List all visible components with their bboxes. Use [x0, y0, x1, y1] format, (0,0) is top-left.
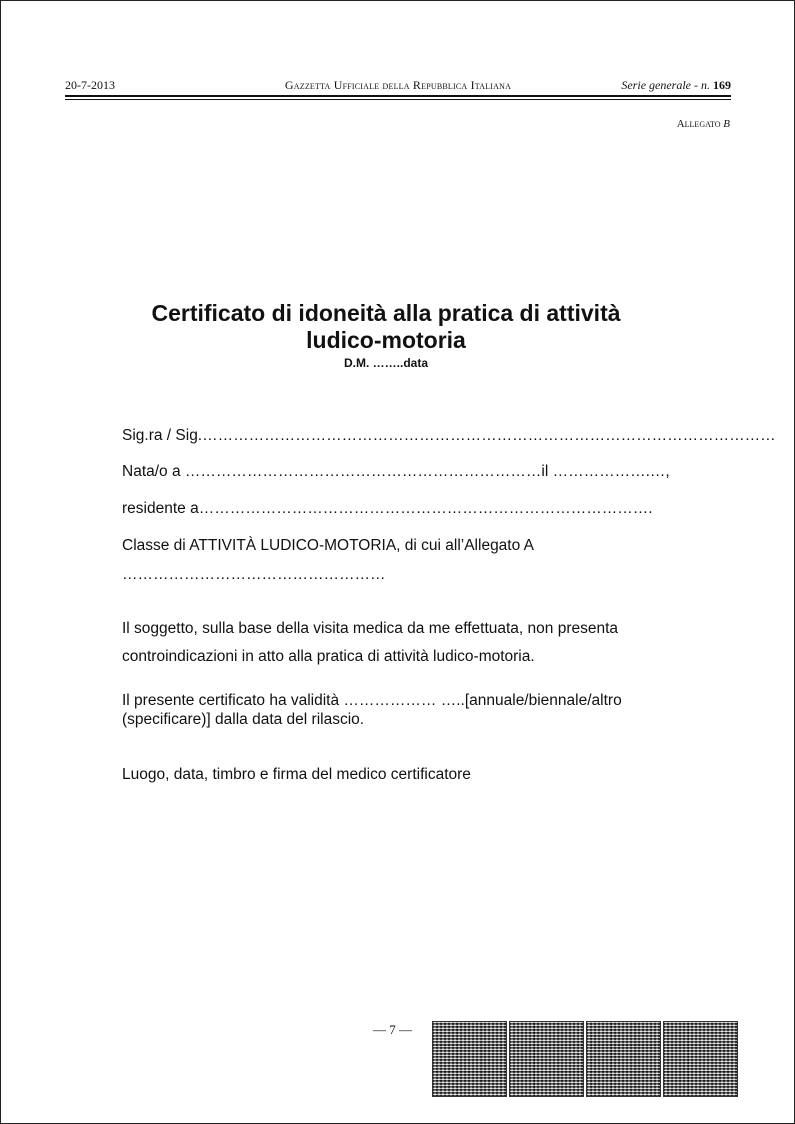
- birth-field-line: Nata/o a ……………………………………………………………il ……………….…,: [122, 463, 670, 480]
- residence-field-line: residente a…………………………………………………………………………….: [122, 500, 653, 517]
- validity-line-1: Il presente certificato ha validità ……………… …..[annuale/biennale/altro: [122, 692, 622, 709]
- activity-class-blank: ……………………………………………: [122, 566, 386, 583]
- page-number: — 7 —: [373, 1022, 412, 1037]
- annex-letter: B: [723, 118, 730, 130]
- issue-date: 20-7-2013: [65, 78, 115, 92]
- datamatrix-code-3: [586, 1021, 661, 1097]
- name-field-line: Sig.ra / Sig.…………………………………………………………………………………………………: [122, 427, 776, 444]
- datamatrix-code-1: [432, 1021, 507, 1097]
- activity-class-line: Classe di ATTIVITÀ LUDICO-MOTORIA, di cui all’Allegato A: [122, 537, 535, 554]
- gazette-title: Gazzetta Ufficiale della Repubblica Italiana: [284, 78, 512, 92]
- statement-line-1: Il soggetto, sulla base della visita medica da me effettuata, non presenta: [122, 620, 619, 637]
- annex-label: [677, 118, 730, 130]
- validity-line-2: (specificare)] dalla data del rilascio.: [122, 711, 365, 728]
- datamatrix-code-4: [663, 1021, 738, 1097]
- header-rule-thick: [65, 95, 731, 97]
- barcode-strip: [432, 1021, 738, 1097]
- signature-line: Luogo, data, timbro e firma del medico certificatore: [122, 766, 471, 783]
- header-rule-thin: [65, 99, 731, 100]
- certificate-title-line1: Certificato di idoneità alla pratica di attività: [151, 300, 621, 326]
- serie-info: [621, 78, 731, 93]
- serie-label: Serie generale - n.: [621, 78, 710, 92]
- certificate-title-line2: ludico-motoria: [306, 327, 466, 353]
- datamatrix-code-2: [509, 1021, 584, 1097]
- annex-word: Allegato: [676, 118, 721, 130]
- statement-line-2: controindicazioni in atto alla pratica di attività ludico-motoria.: [122, 648, 535, 665]
- decree-reference: D.M. ……..data: [343, 356, 428, 370]
- certificate-title: [71, 300, 701, 354]
- gazette-header: [65, 78, 731, 94]
- serie-number: 169: [713, 78, 731, 92]
